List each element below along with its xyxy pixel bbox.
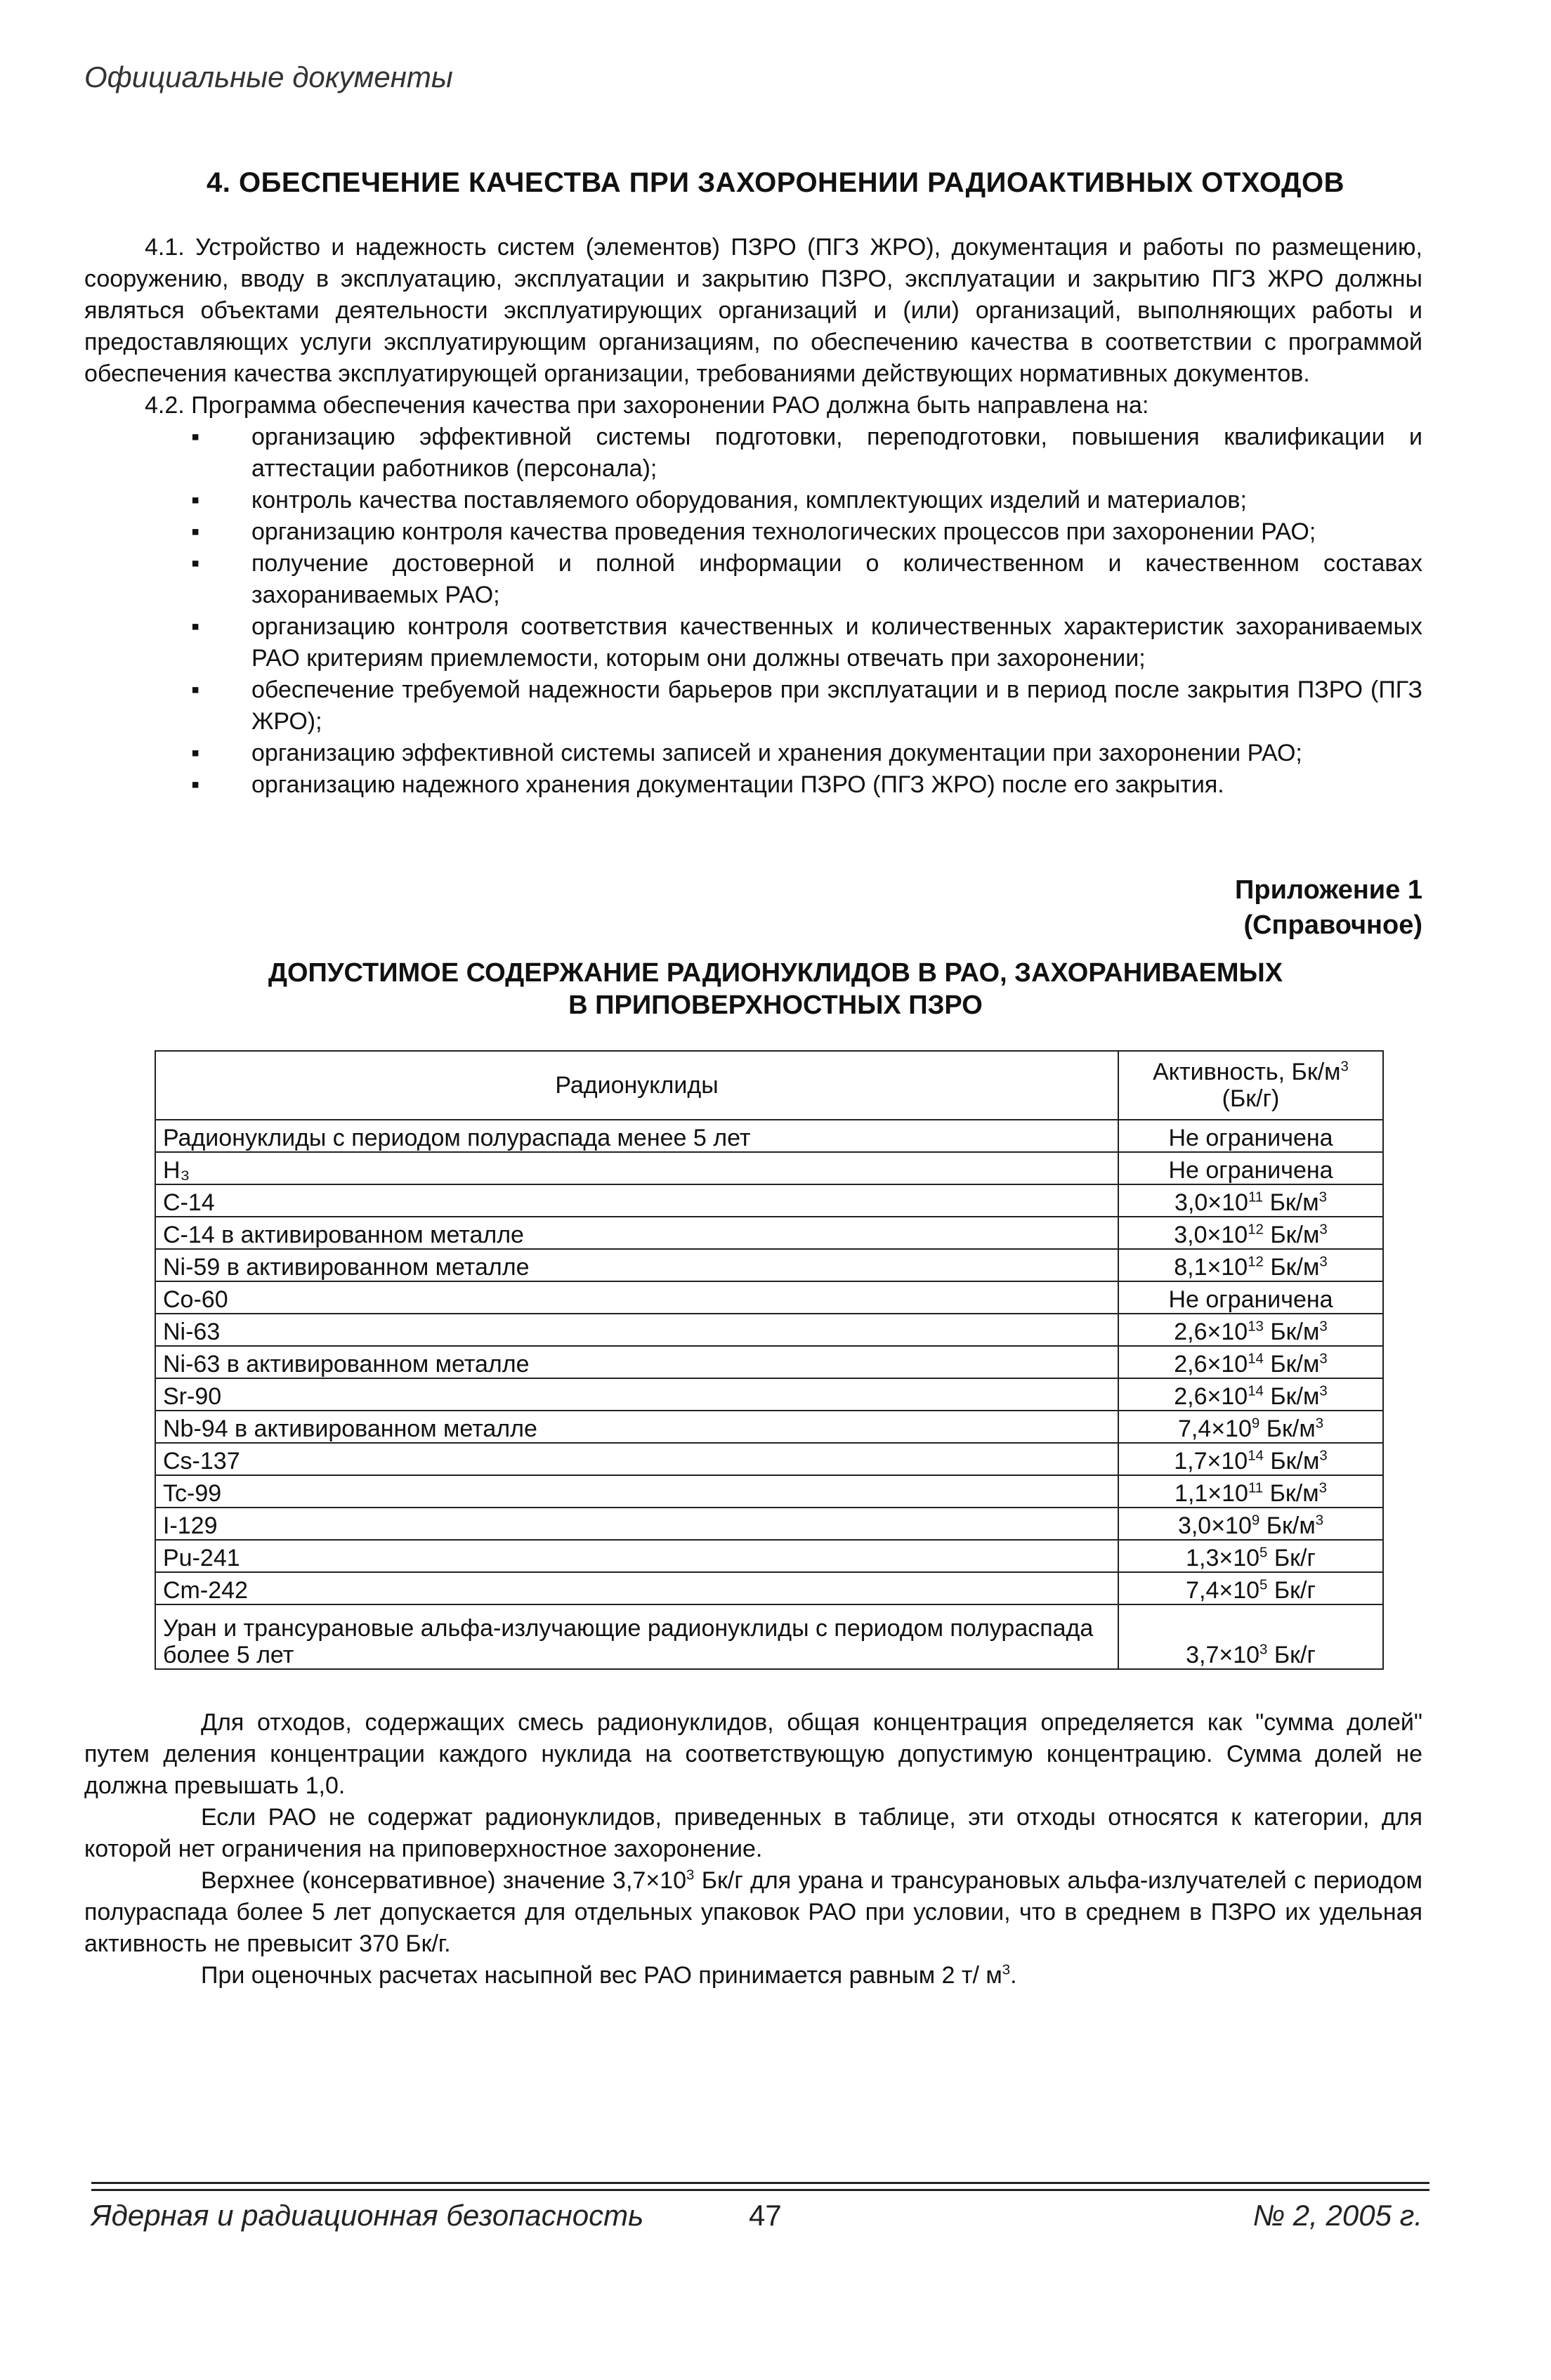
table-row [155, 1281, 1383, 1314]
activity-cell [1118, 1572, 1383, 1604]
activity-exponent: 9 [1251, 1415, 1260, 1432]
activity-space [1264, 1351, 1270, 1378]
activity-cell [1118, 1249, 1383, 1281]
nuclide-cell: Уран и трансурановые альфа-излучающие радионуклиды с периодом полураспада более 5 лет [155, 1604, 1118, 1669]
table-row [155, 1249, 1383, 1281]
table-row [155, 1378, 1383, 1411]
header-activity [1118, 1051, 1383, 1120]
table-row [155, 1152, 1383, 1184]
table-row [155, 1346, 1383, 1378]
bullet-marker-icon: ▪ [190, 771, 200, 798]
footer-rule-top [91, 2182, 1429, 2184]
bullet-text: организацию эффективной системы подготовки, переподготовки, повышения квалификации и аттестации работников (персонала); [251, 424, 1422, 482]
note-3-sup: 3 [686, 1867, 695, 1883]
footer-rule-bottom [91, 2189, 1429, 2191]
note-2: Если РАО не содержат радионуклидов, приведенных в таблице, эти отходы относятся к категории, для которой нет ограничения на приповерхностное захоронение. [84, 1804, 1422, 1862]
activity-unit: Бк/м [1270, 1351, 1320, 1378]
bullet-text: контроль качества поставляемого оборудования, комплектующих изделий и материалов; [251, 487, 1247, 514]
nuclide-cell: C-14 в активированном металле [155, 1217, 1118, 1249]
nuclide-cell: Tc-99 [155, 1475, 1118, 1508]
table-row [155, 1604, 1383, 1669]
activity-mantissa: 8,1×10 [1174, 1254, 1248, 1281]
bullet-item [84, 548, 1422, 611]
activity-space [1263, 1189, 1269, 1216]
activity-exponent: 12 [1248, 1222, 1264, 1238]
appendix-type: (Справочное) [1243, 910, 1422, 940]
activity-exponent: 5 [1259, 1545, 1268, 1561]
table-row [155, 1572, 1383, 1604]
bullet-item [84, 611, 1422, 674]
bullet-text: организацию эффективной системы записей и хранения документации при захоронении РАО; [251, 740, 1302, 766]
activity-unit-power: 3 [1318, 1189, 1327, 1205]
activity-unit-power: 3 [1319, 1254, 1328, 1270]
activity-space [1264, 1448, 1270, 1475]
activity-space [1264, 1222, 1270, 1248]
activity-exponent: 14 [1248, 1351, 1264, 1367]
activity-mantissa: 3,0×10 [1174, 1222, 1248, 1248]
activity-unit-power: 3 [1319, 1351, 1328, 1367]
bullet-marker-icon: ▪ [190, 613, 200, 640]
note-4-sup: 3 [1002, 1962, 1011, 1978]
bullet-marker-icon: ▪ [190, 676, 200, 703]
activity-unit: Бк/г [1274, 1577, 1316, 1604]
activity-unit: Бк/г [1274, 1545, 1316, 1571]
activity-exponent: 11 [1248, 1480, 1264, 1496]
appendix-number: Приложение 1 [1235, 875, 1422, 905]
header-activity-label: Активность, Бк/м [1153, 1059, 1341, 1085]
activity-cell [1118, 1184, 1383, 1217]
activity-cell: Не ограничена [1118, 1152, 1383, 1184]
activity-unit: Бк/м [1270, 1383, 1320, 1410]
bullet-marker-icon: ▪ [190, 550, 200, 577]
nuclide-cell: Cm-242 [155, 1572, 1118, 1604]
nuclide-cell: Pu-241 [155, 1540, 1118, 1572]
activity-unit-power: 3 [1319, 1448, 1328, 1464]
bullet-text: организацию контроля качества проведения технологических процессов при захоронении РАО; [251, 518, 1316, 545]
activity-mantissa: 3,0×10 [1177, 1512, 1252, 1539]
bullet-item [84, 738, 1422, 769]
appendix-label [1235, 872, 1422, 943]
activity-unit-power: 3 [1318, 1480, 1327, 1496]
note-4 [84, 1960, 1422, 1992]
bullet-text: организацию надежного хранения документации ПЗРО (ПГЗ ЖРО) после его закрытия. [251, 771, 1224, 798]
bullet-text: обеспечение требуемой надежности барьеров при эксплуатации и в период после закрытия ПЗРО (ПГЗ ЖРО); [251, 676, 1422, 735]
section-title: 4. ОБЕСПЕЧЕНИЕ КАЧЕСТВА ПРИ ЗАХОРОНЕНИИ РАДИОАКТИВНЫХ ОТХОДОВ [206, 167, 1344, 198]
note-3-b: Бк/г для урана и трансурановых альфа-излучателей с периодом полураспада более 5 лет допускается для отдельных упаковок РАО при условии, что в среднем в ПЗРО их удельная активность не превысит 370 Бк/г. [84, 1867, 1422, 1957]
paragraph-4-2: 4.2. Программа обеспечения качества при захоронении РАО должна быть направлена на: [145, 392, 1149, 419]
bullet-item [84, 769, 1422, 801]
table-title-line-1: ДОПУСТИМОЕ СОДЕРЖАНИЕ РАДИОНУКЛИДОВ В РАО, ЗАХОРАНИВАЕМЫХ [268, 958, 1283, 988]
activity-exponent: 14 [1248, 1448, 1264, 1464]
activity-unit-power: 3 [1315, 1512, 1324, 1529]
table-row [155, 1475, 1383, 1508]
activity-mantissa: 7,4×10 [1186, 1577, 1260, 1604]
activity-cell [1118, 1217, 1383, 1249]
activity-space [1259, 1512, 1266, 1539]
activity-cell [1118, 1314, 1383, 1346]
running-header: Официальные документы [84, 60, 453, 93]
activity-space [1259, 1415, 1266, 1442]
header-activity-unit-alt: (Бк/г) [1222, 1085, 1280, 1112]
activity-cell [1118, 1475, 1383, 1508]
activity-mantissa: 2,6×10 [1174, 1383, 1248, 1410]
header-radionuclides: Радионуклиды [155, 1051, 1118, 1120]
activity-unit-power: 3 [1315, 1415, 1324, 1432]
note-1: Для отходов, содержащих смесь радионуклидов, общая концентрация определяется как "сумма долей" путем деления концентрации каждого нуклида на соответствующую допустимую концентрацию. Сумма долей не должна превышать 1,0. [84, 1709, 1422, 1799]
activity-exponent: 3 [1259, 1642, 1268, 1658]
activity-unit: Бк/м [1266, 1512, 1316, 1539]
activity-mantissa: 2,6×10 [1174, 1351, 1248, 1378]
footer-journal: Ядерная и радиационная безопасность [91, 2199, 644, 2232]
nuclide-cell: I-129 [155, 1508, 1118, 1540]
bullet-item [84, 674, 1422, 738]
activity-space [1264, 1254, 1270, 1281]
activity-cell [1118, 1604, 1383, 1669]
activity-unit: Бк/г [1274, 1642, 1316, 1668]
nuclide-cell: Co-60 [155, 1281, 1118, 1314]
activity-exponent: 14 [1248, 1383, 1264, 1399]
activity-unit: Бк/м [1269, 1480, 1319, 1507]
note-3-a: Верхнее (консервативное) значение 3,7×10 [201, 1867, 686, 1894]
activity-unit: Бк/м [1266, 1415, 1316, 1442]
activity-cell [1118, 1346, 1383, 1378]
table-title [0, 957, 1551, 1021]
table-header-row [155, 1051, 1383, 1120]
activity-mantissa: 1,3×10 [1186, 1545, 1260, 1571]
table-title-line-2: В ПРИПОВЕРХНОСТНЫХ ПЗРО [568, 990, 983, 1020]
activity-space [1267, 1577, 1274, 1604]
footer-issue: № 2, 2005 г. [1252, 2199, 1422, 2232]
nuclide-cell: Cs-137 [155, 1443, 1118, 1475]
activity-mantissa: 7,4×10 [1177, 1415, 1252, 1442]
table-row [155, 1411, 1383, 1443]
activity-cell: Не ограничена [1118, 1281, 1383, 1314]
table-row [155, 1120, 1383, 1152]
activity-space [1264, 1319, 1270, 1345]
activity-exponent: 13 [1248, 1319, 1264, 1335]
activity-cell [1118, 1411, 1383, 1443]
activity-mantissa: 2,6×10 [1174, 1319, 1248, 1345]
notes-block [84, 1707, 1422, 1992]
nuclide-cell: H₃ [155, 1152, 1118, 1184]
bullet-marker-icon: ▪ [190, 487, 200, 514]
table-row [155, 1540, 1383, 1572]
activity-exponent: 9 [1251, 1512, 1260, 1529]
activity-space [1267, 1545, 1274, 1571]
table-row [155, 1217, 1383, 1249]
activity-exponent: 11 [1248, 1189, 1264, 1205]
activity-space [1263, 1480, 1269, 1507]
activity-unit-power: 3 [1319, 1319, 1328, 1335]
activity-cell [1118, 1443, 1383, 1475]
bullet-marker-icon: ▪ [190, 424, 200, 450]
nuclide-cell: Радионуклиды с периодом полураспада менее 5 лет [155, 1120, 1118, 1152]
header-activity-sup: 3 [1340, 1059, 1349, 1075]
activity-cell [1118, 1508, 1383, 1540]
activity-mantissa: 3,7×10 [1186, 1642, 1260, 1668]
table-row [155, 1443, 1383, 1475]
note-3 [84, 1865, 1422, 1960]
activity-cell [1118, 1378, 1383, 1411]
activity-cell: Не ограничена [1118, 1120, 1383, 1152]
radionuclide-table [155, 1050, 1384, 1670]
activity-unit: Бк/м [1270, 1319, 1320, 1345]
bullet-marker-icon: ▪ [190, 518, 200, 545]
activity-exponent: 12 [1248, 1254, 1264, 1270]
activity-exponent: 5 [1259, 1577, 1268, 1593]
nuclide-cell: Ni-63 [155, 1314, 1118, 1346]
paragraph-4-1: 4.1. Устройство и надежность систем (элементов) ПЗРО (ПГЗ ЖРО), документация и работы по размещению, сооружению, вводу в эксплуатацию, эксплуатации и закрытию ПЗРО, эксплуатации и закрытию ПГЗ ЖРО должны являться объектами деятельности эксплуатирующих организаций и (или) организаций, выполняющих работы и предоставляющих услуги эксплуатирующим организациям, по обеспечению качества в соответствии с программой обеспечения качества эксплуатирующей организации, требованиями действующих нормативных документов. [84, 234, 1422, 387]
nuclide-cell: C-14 [155, 1184, 1118, 1217]
activity-space [1267, 1642, 1274, 1668]
activity-mantissa: 1,7×10 [1174, 1448, 1248, 1475]
activity-unit: Бк/м [1270, 1222, 1320, 1248]
nuclide-cell: Nb-94 в активированном металле [155, 1411, 1118, 1443]
activity-unit: Бк/м [1270, 1448, 1320, 1475]
activity-mantissa: 1,1×10 [1174, 1480, 1248, 1507]
activity-mantissa: 3,0×10 [1174, 1189, 1248, 1216]
bullet-text: организацию контроля соответствия качественных и количественных характеристик захораниваемых РАО критериям приемлемости, которым они должны отвечать при захоронении; [251, 613, 1422, 672]
activity-unit: Бк/м [1269, 1189, 1319, 1216]
nuclide-cell: Ni-63 в активированном металле [155, 1346, 1118, 1378]
activity-unit-power: 3 [1319, 1383, 1328, 1399]
footer-page-number: 47 [749, 2199, 782, 2232]
activity-cell [1118, 1540, 1383, 1572]
table-row [155, 1314, 1383, 1346]
section-body [84, 232, 1422, 801]
bullet-item [84, 485, 1422, 516]
activity-unit-power: 3 [1319, 1222, 1328, 1238]
table-body [155, 1120, 1383, 1669]
bullet-marker-icon: ▪ [190, 740, 200, 766]
note-4-a: При оценочных расчетах насыпной вес РАО принимается равным 2 т/ м [201, 1962, 1002, 1989]
activity-unit: Бк/м [1270, 1254, 1320, 1281]
bullet-item [84, 421, 1422, 485]
bullet-item [84, 516, 1422, 548]
bullet-list [84, 421, 1422, 801]
nuclide-cell: Ni-59 в активированном металле [155, 1249, 1118, 1281]
bullet-text: получение достоверной и полной информации о количественном и качественном составах захораниваемых РАО; [251, 550, 1422, 608]
activity-space [1264, 1383, 1270, 1410]
table-row [155, 1508, 1383, 1540]
table-row [155, 1184, 1383, 1217]
note-4-b: . [1010, 1962, 1017, 1989]
nuclide-cell: Sr-90 [155, 1378, 1118, 1411]
